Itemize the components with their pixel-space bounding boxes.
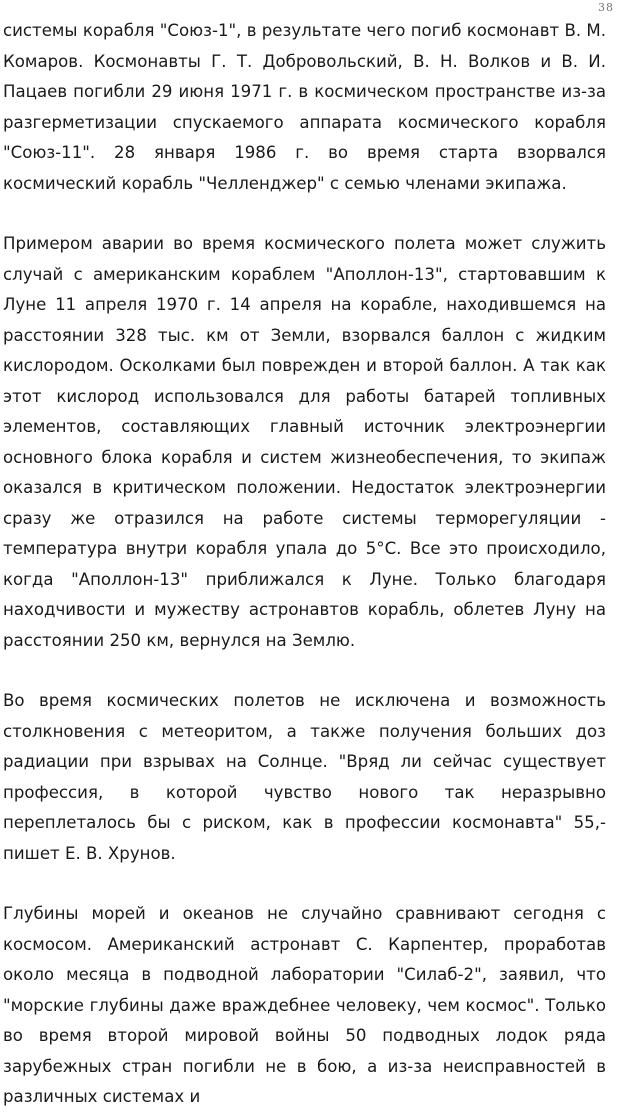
paragraph-apollo-13: Примером аварии во время космического полета может служить случай с американским кораблем "Аполлон-13", стартовавшим к Луне 11 апреля 1970 г. 14 апреля на корабле, находившемся на расстоянии 328 тыс. км от Земли, взорвался баллон с жидким кислородом. Осколками был поврежден и второй баллон. А так как этот кислород использовался для работы батарей топливных элементов, составляющих главный источник электроэнергии основного блока корабля и систем жизнеобеспечения, то экипаж оказался в критическом положении. Недостаток электроэнергии сразу же отразился на работе системы терморегуляции - температура внутри корабля упала до 5°С. Все это происходило, когда "Аполлон-13" приближался к Луне. Только благодаря находчивости и мужеству астронавтов корабль, облетев Луну на расстоянии 250 км, вернулся на Землю. [3, 234, 606, 650]
paragraph-meteorite-risk: Во время космических полетов не исключена и возможность столкновения с метеоритом, а также получения больших доз радиации при взрывах на Солнце. "Вряд ли сейчас существует профессия, в которой чувство нового так неразрывно переплеталось бы с риском, как в профессии космонавта" 55,- пишет Е. В. Хрунов. [3, 691, 606, 863]
paragraph-ocean-depths: Глубины морей и океанов не случайно сравнивают сегодня с космосом. Американский астронавт С. Карпентер, проработав около месяца в подводной лаборатории "Силаб-2", заявил, что "морские глубины даже враждебнее человеку, чем космос". Только во время второй мировой войны 50 подводных лодок ряда зарубежных стран погибли не в бою, а из-за неисправностей в различных системах и [3, 904, 606, 1106]
page-number: 38 [598, 1, 614, 14]
paragraph-soyuz: системы корабля "Союз-1", в результате чего погиб космонавт В. М. Комаров. Космонавты Г. Т. Добровольский, В. Н. Волков и В. И. Пацаев погибли 29 июня 1971 г. в космическом пространстве из-за разгерметизации спускаемого аппарата космического корабля "Союз-11". 28 января 1986 г. во время старта взорвался космический корабль "Челленджер" с семью членами экипажа. [3, 21, 606, 193]
